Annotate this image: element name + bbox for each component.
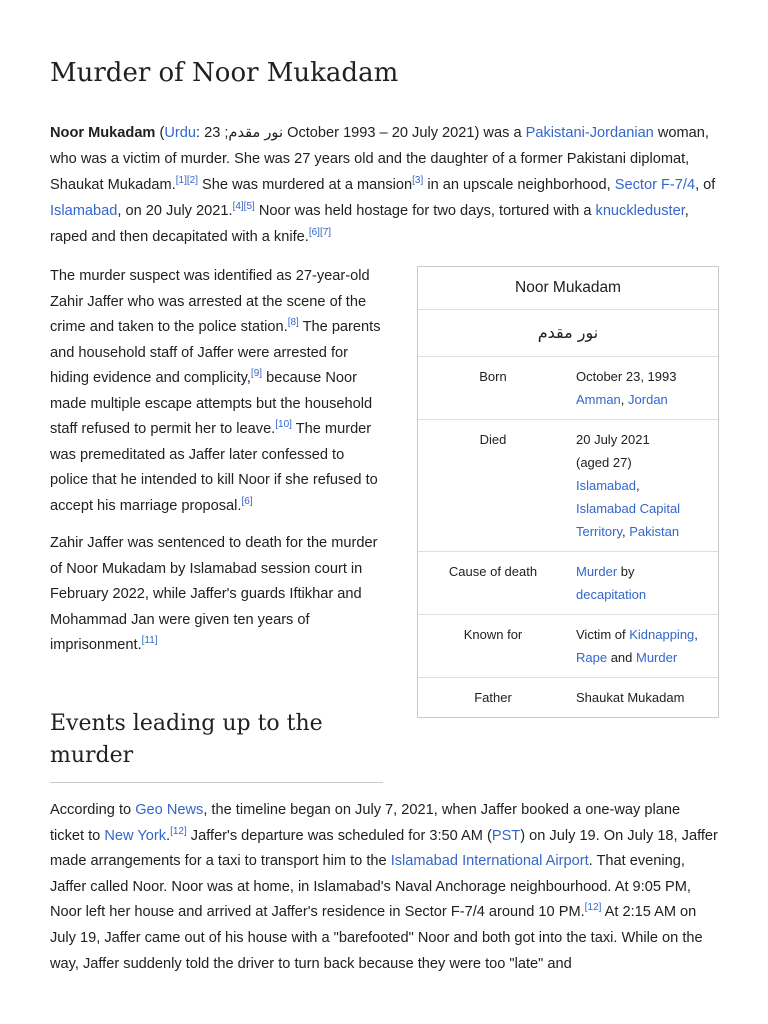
- infobox-row-cause: [418, 552, 718, 615]
- link-murder[interactable]: Murder: [576, 564, 618, 579]
- ref-8[interactable]: [8]: [287, 317, 299, 329]
- text: because Noor made multiple escape attempts but the household staff refused to permit her to leave.: [50, 370, 373, 437]
- link-pakistani-jordanian[interactable]: Pakistani-Jordanian: [525, 125, 654, 141]
- paragraph-suspect: [50, 264, 383, 519]
- text: by: [617, 564, 635, 579]
- text: ,: [620, 392, 629, 407]
- link-murder[interactable]: Murder: [636, 650, 678, 665]
- infobox-label: Known for: [463, 627, 523, 642]
- link-new-york[interactable]: New York: [104, 827, 166, 844]
- ref-10[interactable]: [10]: [275, 419, 292, 431]
- link-rape[interactable]: Rape: [576, 650, 608, 665]
- text: The murder suspect was identified as 27-year-old Zahir Jaffer who was arrested at the scene of the crime and taken to the police station.: [50, 268, 370, 335]
- text: Zahir Jaffer was sentenced to death for the murder of Noor Mukadam by Islamabad session court in February 2022, while Jaffer's guards Iftikhar and Mohammad Jan were given ten years of imprisonment.: [50, 535, 378, 653]
- text: , the timeline began on July 7, 2021, when Jaffer booked a one-way plane ticket to: [50, 802, 681, 844]
- infobox-row-died: [418, 420, 718, 552]
- paragraph-timeline: [50, 798, 718, 977]
- infobox-label: Father: [474, 690, 512, 705]
- subject-name: Noor Mukadam: [50, 125, 156, 141]
- link-islamabad-capital-territory[interactable]: Islamabad Capital Territory: [576, 501, 681, 539]
- page-title: Murder of Noor Mukadam: [50, 58, 399, 88]
- text: Noor was held hostage for two days, tortured with a: [254, 203, 596, 219]
- text: and: [607, 650, 636, 665]
- link-islamabad-international-airport[interactable]: Islamabad International Airport: [390, 853, 589, 870]
- ref-12[interactable]: [12]: [170, 825, 187, 837]
- link-decapitation[interactable]: decapitation: [576, 587, 647, 602]
- text: , on 20 July 2021.: [117, 203, 233, 219]
- infobox-title: Noor Mukadam: [418, 267, 718, 310]
- link-islamabad[interactable]: Islamabad: [50, 203, 118, 219]
- infobox-row-born: [418, 357, 718, 420]
- link-jordan[interactable]: Jordan: [628, 392, 668, 407]
- ref-9[interactable]: [9]: [250, 368, 263, 380]
- text: in an upscale neighborhood,: [423, 177, 615, 193]
- ref-3[interactable]: [3]: [412, 175, 424, 187]
- text: ) on July 19. On July 18, Jaffer made arrangements for a taxi to transport him to the: [50, 827, 718, 870]
- infobox: [417, 266, 719, 718]
- paragraph-sentence: [50, 531, 383, 659]
- ref-6-7[interactable]: [6][7]: [308, 227, 332, 239]
- text: , of: [695, 177, 716, 193]
- text: She was murdered at a mansion: [198, 177, 413, 193]
- section-heading: Events leading up to the murder: [50, 708, 383, 783]
- infobox-label: Cause of death: [448, 564, 538, 579]
- infobox-native-name: نور مقدم: [418, 310, 718, 357]
- link-amman[interactable]: Amman: [576, 392, 621, 407]
- text: ,: [621, 524, 630, 539]
- infobox-value: [568, 365, 718, 411]
- link-pst[interactable]: PST: [491, 827, 521, 844]
- text: 20 July 2021: [576, 432, 650, 447]
- text: (: [155, 125, 165, 141]
- text: (aged 27): [576, 455, 632, 470]
- text: According to: [50, 802, 136, 818]
- ref-11[interactable]: [11]: [141, 635, 158, 647]
- text: : نور مقدم; 23 October 1993 – 20 July 2021) was a: [195, 125, 526, 141]
- text: woman, who was a victim of murder. She was 27 years old and the daughter of a former Pakistani diplomat, Shaukat Mukadam.: [50, 125, 709, 193]
- ref-6[interactable]: [6]: [241, 495, 253, 507]
- text: Jaffer's departure was scheduled for 3:50 AM (: [186, 827, 492, 844]
- text: ,: [635, 478, 640, 493]
- infobox-label: Died: [479, 432, 507, 447]
- text: At 2:15 AM on July 19, Jaffer came out of his house with a "barefooted" Noor and both got into the taxi. While on the way, Jaffer suddenly told the driver to turn back because they were too "late" and: [50, 904, 703, 972]
- ref-4-5[interactable]: [4][5]: [232, 201, 255, 213]
- lead-paragraph: [50, 120, 718, 250]
- text: ,: [694, 627, 698, 642]
- ref-1-2[interactable]: [1][2]: [175, 175, 198, 187]
- text: The murder was premeditated as Jaffer later confessed to police that he intended to kill Noor if she refused to accept his marriage proposal.: [50, 421, 378, 514]
- infobox-value: [568, 428, 718, 543]
- text: Victim of: [576, 627, 630, 642]
- infobox-value: [568, 560, 718, 606]
- link-pakistan[interactable]: Pakistan: [629, 524, 680, 539]
- link-sector-f74[interactable]: Sector F-7/4: [614, 177, 696, 193]
- text: . That evening, Jaffer called Noor. Noor was at home, in Islamabad's Naval Anchorage neighbourhood. At 9:05 PM, Noor left her house and arrived at Jaffer's residence in Sector F-7/4 around 10 PM.: [50, 853, 691, 921]
- ref-12[interactable]: [12]: [584, 902, 602, 914]
- infobox-value: [568, 623, 718, 669]
- left-column: [50, 264, 383, 671]
- text: , raped and then decapitated with a knife.: [50, 203, 689, 245]
- text: The parents and household staff of Jaffer were arrested for hiding evidence and complicity,: [50, 319, 381, 386]
- infobox-row-known-for: [418, 615, 718, 678]
- link-knuckleduster[interactable]: knuckleduster: [595, 203, 685, 219]
- link-kidnapping[interactable]: Kidnapping: [629, 627, 695, 642]
- infobox-label: Born: [479, 369, 507, 384]
- link-geo-news[interactable]: Geo News: [135, 802, 204, 818]
- infobox-row-father: [418, 678, 718, 717]
- link-urdu[interactable]: Urdu: [164, 125, 196, 141]
- text: .: [166, 827, 171, 844]
- link-islamabad[interactable]: Islamabad: [576, 478, 636, 493]
- infobox-value: Shaukat Mukadam: [576, 690, 685, 705]
- text: October 23, 1993: [576, 369, 677, 384]
